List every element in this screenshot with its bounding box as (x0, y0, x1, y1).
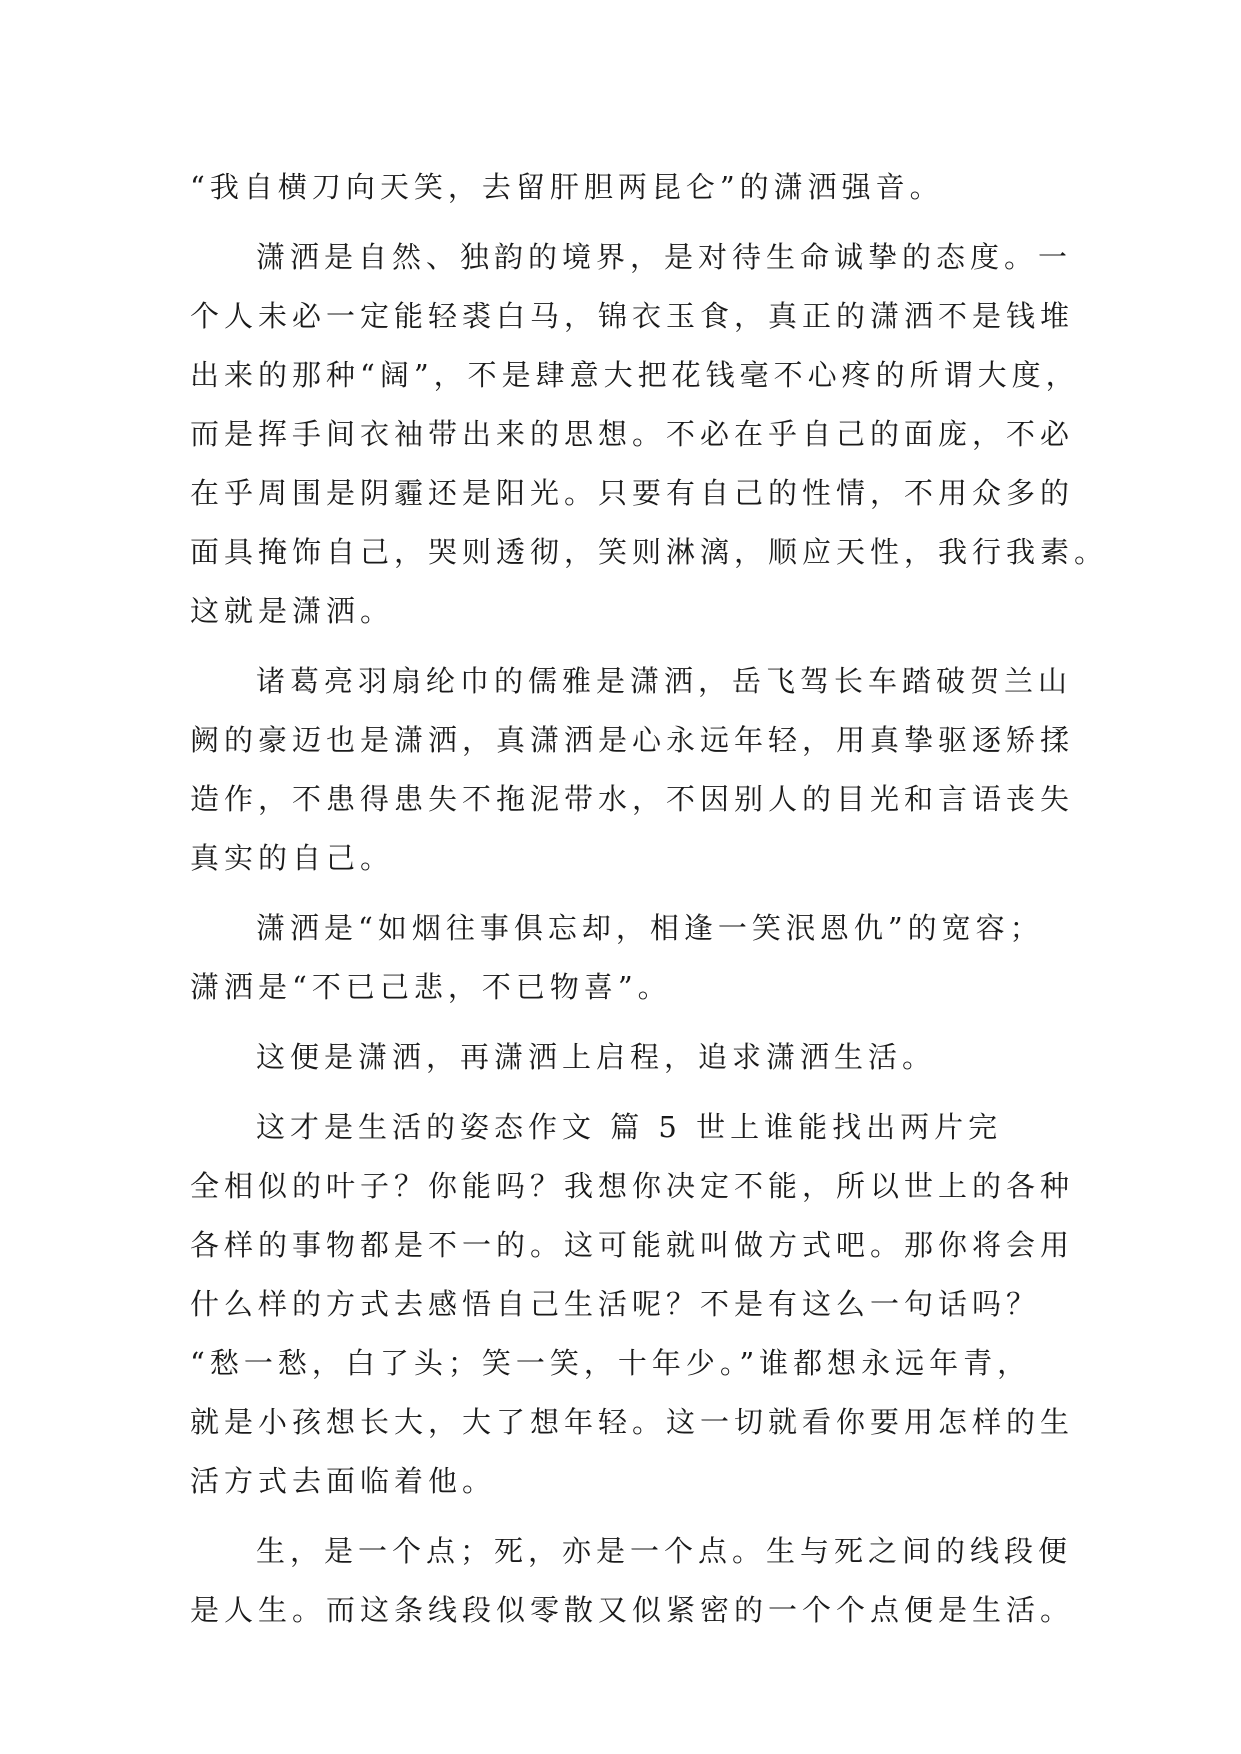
body-text (190, 158, 1109, 1640)
text-line: 是人生。而这条线段似零散又似紧密的一个个点便是生活。 (190, 1593, 1075, 1627)
text-line: 个人未必一定能轻裘白马，锦衣玉食，真正的潇洒不是钱堆 (190, 299, 1075, 333)
text-line: 造作，不患得患失不拖泥带水，不因别人的目光和言语丧失 (190, 782, 1075, 816)
text-line: “愁一愁，白了头；笑一笑，十年少。”谁都想永远年青， (190, 1346, 1032, 1380)
text-line: 这就是潇洒。 (190, 594, 395, 628)
text-line: 出来的那种“阔”，不是肆意大把花钱毫不心疼的所谓大度， (190, 358, 1080, 392)
text-line: “我自横刀向天笑，去留肝胆两昆仑”的潇洒强音。 (190, 170, 944, 204)
text-line: 面具掩饰自己，哭则透彻，笑则淋漓，顺应天性，我行我素。 (190, 535, 1109, 569)
text-line: 什么样的方式去感悟自己生活呢？不是有这么一句话吗？ (190, 1287, 1041, 1321)
paragraph-first-line: 潇洒是“如烟往事俱忘却，相逢一笑泯恩仇”的宽容； (256, 911, 1044, 945)
paragraph-first-line: 潇洒是自然、独韵的境界，是对待生命诚挚的态度。一 (256, 240, 1073, 274)
text-line: 活方式去面临着他。 (190, 1464, 497, 1498)
paragraph-first-line: 这才是生活的姿态作文 篇 5 世上谁能找出两片完 (256, 1110, 1003, 1144)
paragraph-first-line: 这便是潇洒，再潇洒上启程，追求潇洒生活。 (256, 1040, 937, 1074)
text-line: 在乎周围是阴霾还是阳光。只要有自己的性情，不用众多的 (190, 476, 1075, 510)
text-line: 阙的豪迈也是潇洒，真潇洒是心永远年轻，用真挚驱逐矫揉 (190, 723, 1075, 757)
text-line: 全相似的叶子？你能吗？我想你决定不能，所以世上的各种 (190, 1169, 1075, 1203)
text-line: 潇洒是“不已己悲，不已物喜”。 (190, 970, 672, 1004)
paragraph-first-line: 生，是一个点；死，亦是一个点。生与死之间的线段便 (256, 1534, 1073, 1568)
text-line: 而是挥手间衣袖带出来的思想。不必在乎自己的面庞，不必 (190, 417, 1075, 451)
text-line: 各样的事物都是不一的。这可能就叫做方式吧。那你将会用 (190, 1228, 1075, 1262)
text-line: 真实的自己。 (190, 841, 395, 875)
paragraph-first-line: 诸葛亮羽扇纶巾的儒雅是潇洒，岳飞驾长车踏破贺兰山 (256, 664, 1073, 698)
text-line: 就是小孩想长大，大了想年轻。这一切就看你要用怎样的生 (190, 1405, 1075, 1439)
